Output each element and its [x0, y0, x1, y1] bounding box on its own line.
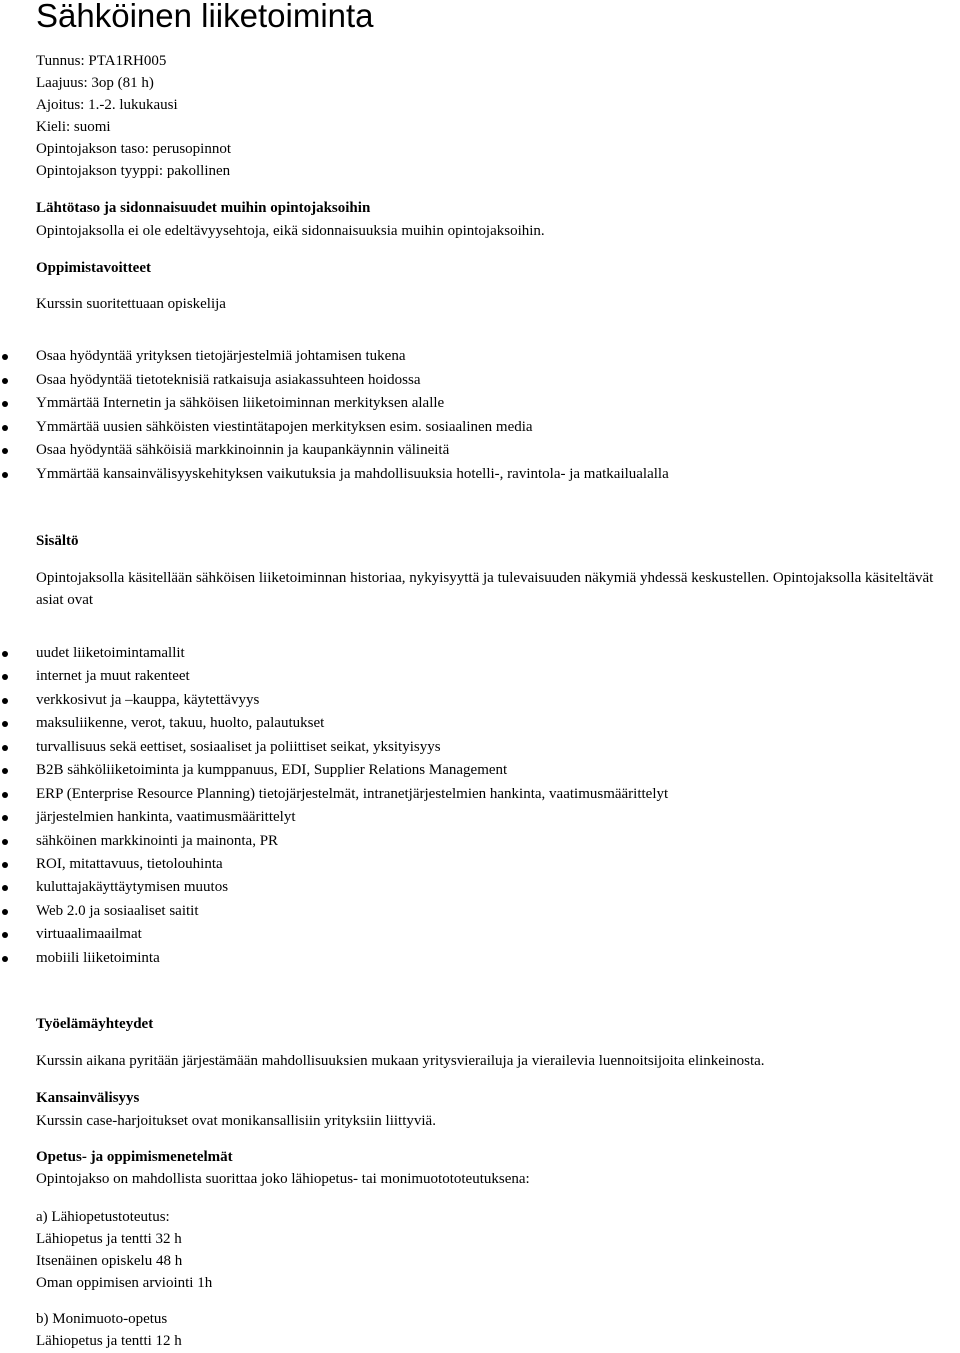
list-item: internet ja muut rakenteet: [0, 665, 668, 688]
bullet-icon: [2, 472, 8, 478]
option-a-line: Lähiopetus ja tentti 32 h: [36, 1231, 182, 1247]
prerequisites-text: Opintojaksolla ei ole edeltävyysehtoja, eikä sidonnaisuuksia muihin opintojaksoihin.: [36, 223, 545, 239]
list-item: Web 2.0 ja sosiaaliset saitit: [0, 900, 668, 923]
meta-scope: Laajuus: 3op (81 h): [36, 75, 154, 91]
meta-language: Kieli: suomi: [36, 119, 111, 135]
list-item: Osaa hyödyntää tietoteknisiä ratkaisuja asiakassuhteen hoidossa: [0, 369, 669, 393]
objectives-intro: Kurssin suoritettuaan opiskelija: [36, 296, 226, 312]
meta-level: Opintojakson taso: perusopinnot: [36, 141, 231, 157]
list-item: uudet liiketoimintamallit: [0, 642, 668, 665]
methods-heading: Opetus- ja oppimismenetelmät: [36, 1149, 233, 1165]
bullet-icon: [2, 839, 8, 845]
content-list: [0, 642, 668, 970]
objectives-heading: Oppimistavoitteet: [36, 260, 151, 276]
list-item: ROI, mitattavuus, tietolouhinta: [0, 853, 668, 876]
bullet-icon: [2, 885, 8, 891]
list-item: virtuaalimaailmat: [0, 923, 668, 946]
bullet-icon: [2, 448, 8, 454]
option-b-label: b) Monimuoto-opetus: [36, 1311, 168, 1327]
option-a: [36, 1206, 212, 1294]
list-item: Osaa hyödyntää yrityksen tietojärjestelmiä johtamisen tukena: [0, 345, 669, 369]
option-b-line: Lähiopetus ja tentti 12 h: [36, 1333, 182, 1349]
worklife-text: Kurssin aikana pyritään järjestämään mahdollisuuksien mukaan yritysvierailuja ja vierailevia luennoitsijoita elinkeinosta.: [36, 1053, 765, 1069]
prerequisites-heading: Lähtötaso ja sidonnaisuudet muihin opintojaksoihin: [36, 200, 371, 216]
list-item: Osaa hyödyntää sähköisiä markkinoinnin ja kaupankäynnin välineitä: [0, 439, 669, 463]
bullet-icon: [2, 768, 8, 774]
bullet-icon: [2, 815, 8, 821]
bullet-icon: [2, 862, 8, 868]
bullet-icon: [2, 932, 8, 938]
list-item: verkkosivut ja –kauppa, käytettävyys: [0, 689, 668, 712]
bullet-icon: [2, 698, 8, 704]
list-item: ERP (Enterprise Resource Planning) tietojärjestelmät, intranetjärjestelmien hankinta, vaatimusmäärittelyt: [0, 783, 668, 806]
meta-timing: Ajoitus: 1.-2. lukukausi: [36, 97, 178, 113]
list-item: Ymmärtää uusien sähköisten viestintätapojen merkityksen esim. sosiaalinen media: [0, 416, 669, 440]
worklife-heading: Työelämäyhteydet: [36, 1016, 154, 1032]
bullet-icon: [2, 674, 8, 680]
bullet-icon: [2, 721, 8, 727]
objectives-list: [0, 345, 669, 486]
course-meta: [36, 50, 231, 182]
bullet-icon: [2, 651, 8, 657]
meta-code: Tunnus: PTA1RH005: [36, 53, 167, 69]
list-item: sähköinen markkinointi ja mainonta, PR: [0, 830, 668, 853]
bullet-icon: [2, 401, 8, 407]
page-title: Sähköinen liiketoiminta: [36, 0, 374, 34]
option-a-line: Itsenäinen opiskelu 48 h: [36, 1253, 183, 1269]
list-item: järjestelmien hankinta, vaatimusmäärittelyt: [0, 806, 668, 829]
methods-text: Opintojakso on mahdollista suorittaa joko lähiopetus- tai monimuotototeutuksena:: [36, 1171, 530, 1187]
content-text: Opintojaksolla käsitellään sähköisen liiketoiminnan historiaa, nykyisyyttä ja tulevaisuuden näkymiä yhdessä keskustellen. Opintojaksolla käsiteltävät asiat ovat: [36, 570, 934, 608]
bullet-icon: [2, 745, 8, 751]
list-item: Ymmärtää Internetin ja sähköisen liiketoiminnan merkityksen alalle: [0, 392, 669, 416]
bullet-icon: [2, 909, 8, 915]
option-a-line: Oman oppimisen arviointi 1h: [36, 1275, 213, 1291]
list-item: kuluttajakäyttäytymisen muutos: [0, 876, 668, 899]
bullet-icon: [2, 378, 8, 384]
content-heading: Sisältö: [36, 533, 79, 549]
meta-type: Opintojakson tyyppi: pakollinen: [36, 163, 231, 179]
list-item: maksuliikenne, verot, takuu, huolto, palautukset: [0, 712, 668, 735]
option-b: [36, 1308, 182, 1352]
bullet-icon: [2, 956, 8, 962]
list-item: mobiili liiketoiminta: [0, 947, 668, 970]
bullet-icon: [2, 792, 8, 798]
international-text: Kurssin case-harjoitukset ovat monikansallisiin yrityksiin liittyviä.: [36, 1113, 436, 1129]
international-heading: Kansainvälisyys: [36, 1090, 140, 1106]
list-item: B2B sähköliiketoiminta ja kumppanuus, EDI, Supplier Relations Management: [0, 759, 668, 782]
bullet-icon: [2, 425, 8, 431]
bullet-icon: [2, 354, 8, 360]
list-item: Ymmärtää kansainvälisyyskehityksen vaikutuksia ja mahdollisuuksia hotelli-, ravintola- ja matkailualalla: [0, 463, 669, 487]
list-item: turvallisuus sekä eettiset, sosiaaliset ja poliittiset seikat, yksityisyys: [0, 736, 668, 759]
option-a-label: a) Lähiopetustoteutus:: [36, 1209, 170, 1225]
